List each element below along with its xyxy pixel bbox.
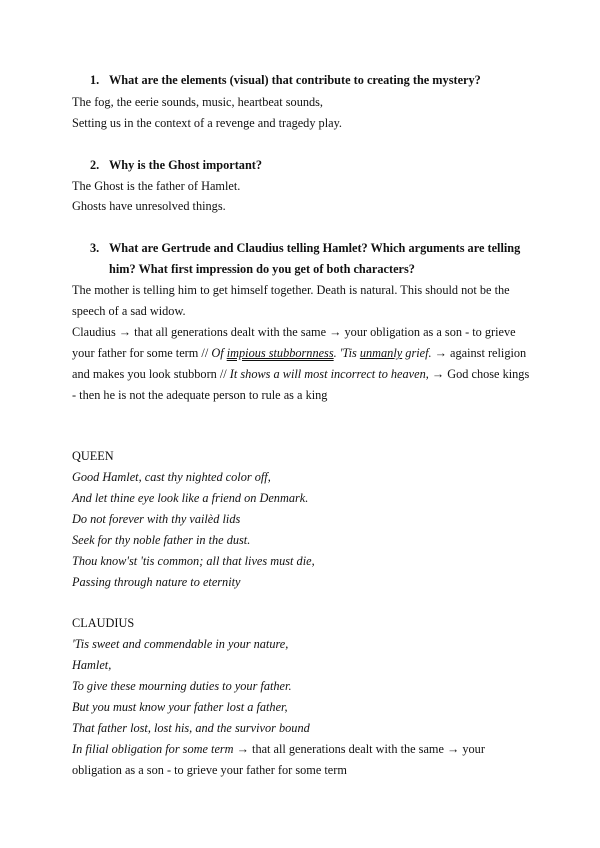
claudius-line: But you must know your father lost a father,	[72, 700, 288, 714]
claudius-note: → that all generations dealt with the same → your	[233, 742, 485, 756]
quote-unmanly: unmanly	[359, 346, 403, 360]
question-1-title: What are the elements (visual) that contribute to creating the mystery?	[109, 73, 481, 87]
quote-will-incorrect: It shows a will most incorrect to heaven,	[229, 367, 429, 381]
question-1-number: 1.	[90, 73, 100, 87]
analysis-text: and makes you look stubborn //	[72, 367, 230, 381]
analysis-text: your father for some term //	[72, 346, 212, 360]
queen-line: Good Hamlet, cast thy nighted color off,	[72, 470, 271, 484]
question-3-number: 3.	[90, 241, 100, 255]
question-1-answer-line-1: The fog, the eerie sounds, music, heartbeat sounds,	[72, 95, 323, 109]
claudius-quote: In filial obligation for some term	[72, 742, 234, 756]
queen-line: Thou know'st 'tis common; all that lives must die,	[72, 554, 315, 568]
claudius-analysis-line-2	[72, 346, 526, 360]
claudius-line: To give these mourning duties to your father.	[72, 679, 292, 693]
claudius-line: That father lost, lost his, and the survivor bound	[72, 721, 310, 735]
claudius-line-with-note	[72, 742, 485, 756]
question-2-answer-line-2: Ghosts have unresolved things.	[72, 199, 226, 213]
quote-fragment: . 'Tis	[333, 346, 360, 360]
claudius-analysis-line-3	[72, 367, 529, 381]
question-3-title-line-1: What are Gertrude and Claudius telling Hamlet? Which arguments are telling	[109, 241, 521, 255]
claudius-analysis-line-4: - then he is not the adequate person to rule as a king	[72, 388, 328, 402]
analysis-text: → God chose kings	[428, 367, 530, 381]
claudius-line: Hamlet,	[72, 658, 112, 672]
quote-fragment: grief.	[402, 346, 432, 360]
question-3-answer-line-2: speech of a sad widow.	[72, 304, 186, 318]
queen-line: Do not forever with thy vailèd lids	[72, 512, 241, 526]
claudius-analysis-line-1: Claudius → that all generations dealt with the same → your obligation as a son - to grieve	[72, 325, 516, 339]
question-2-answer-line-1: The Ghost is the father of Hamlet.	[72, 179, 241, 193]
question-2-title: Why is the Ghost important?	[109, 158, 263, 172]
queen-speaker-label: QUEEN	[72, 449, 114, 463]
question-3-title-line-2: him? What first impression do you get of both characters?	[109, 262, 415, 276]
claudius-note-line-2: obligation as a son - to grieve your father for some term	[72, 763, 347, 777]
quote-impious-stubbornness: impious stubbornness	[226, 346, 334, 360]
quote-fragment: Of	[211, 346, 227, 360]
question-2-number: 2.	[90, 158, 100, 172]
queen-line: Passing through nature to eternity	[72, 575, 241, 589]
analysis-text: → against religion	[431, 346, 527, 360]
queen-line: And let thine eye look like a friend on Denmark.	[72, 491, 309, 505]
queen-line: Seek for thy noble father in the dust.	[72, 533, 251, 547]
claudius-line: 'Tis sweet and commendable in your nature,	[72, 637, 289, 651]
question-1-answer-line-2: Setting us in the context of a revenge and tragedy play.	[72, 116, 342, 130]
claudius-speaker-label: CLAUDIUS	[72, 616, 135, 630]
question-3-answer-line-1: The mother is telling him to get himself together. Death is natural. This should not be the	[72, 283, 510, 297]
